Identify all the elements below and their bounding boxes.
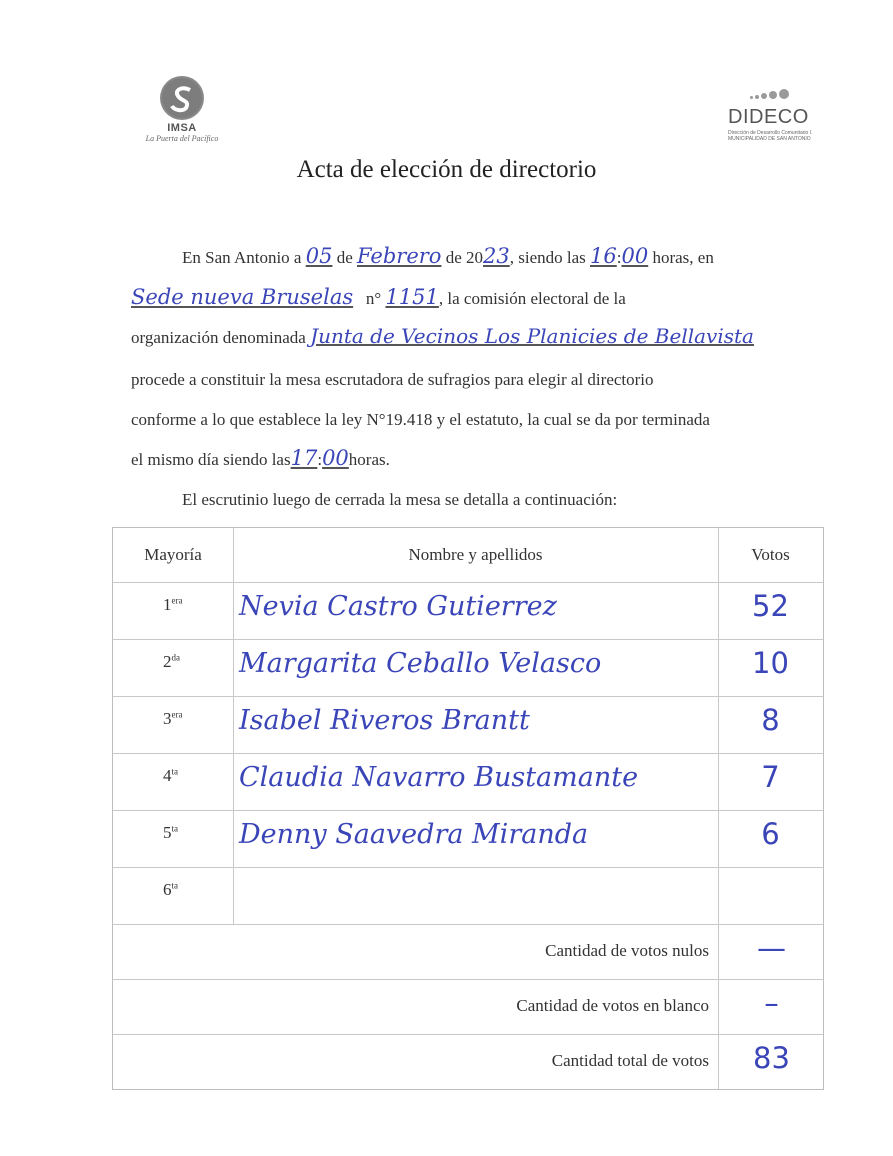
rank-label: [163, 709, 183, 729]
table-row: [113, 868, 823, 925]
candidate-name: Denny Saavedra Miranda: [239, 819, 589, 850]
imsa-tagline: La Puerta del Pacífico: [145, 134, 219, 143]
text: :: [317, 450, 323, 469]
table-row: [113, 811, 823, 868]
table-row: [113, 640, 823, 697]
text: horas.: [348, 450, 390, 469]
day-field: 05: [305, 244, 333, 268]
summary-value: —: [757, 931, 786, 965]
rank-suffix: ta: [171, 823, 178, 834]
organization-field: Junta de Vecinos Los Planicies de Bellavista: [310, 324, 754, 348]
text: n°: [365, 289, 382, 308]
body-line-2: [131, 285, 626, 309]
table-row: [113, 583, 823, 640]
body-line-4: procede a constituir la mesa escrutadora de sufragios para elegir al directorio: [131, 370, 654, 389]
body-line-1: [182, 244, 714, 268]
text: de: [336, 248, 353, 267]
summary-value: –: [764, 986, 779, 1020]
rank-suffix: era: [171, 709, 183, 720]
table-row: [113, 697, 823, 754]
rank-num: 5: [163, 823, 172, 842]
text: organización denominada: [131, 328, 306, 347]
summary-label: Cantidad de votos en blanco: [516, 996, 709, 1015]
results-table: [112, 527, 824, 1090]
candidate-votes: 6: [761, 817, 780, 851]
rank-label: [163, 766, 178, 786]
summary-label: Cantidad de votos nulos: [545, 941, 709, 960]
candidate-votes: 10: [752, 646, 789, 680]
summary-value: 83: [753, 1041, 790, 1075]
intro-line: El escrutinio luego de cerrada la mesa se detalla a continuación:: [182, 490, 618, 509]
candidate-name: Isabel Riveros Brantt: [239, 705, 530, 736]
header-votos: Votos: [751, 545, 790, 564]
text: , siendo las: [509, 248, 586, 267]
end-hour-field: 17: [290, 446, 318, 470]
rank-num: 4: [163, 766, 172, 785]
rank-label: [163, 652, 180, 672]
rank-suffix: da: [171, 652, 180, 663]
number-field: 1151: [385, 285, 439, 309]
body-line-6: [131, 446, 390, 470]
body-line-5: conforme a lo que establece la ley N°19.418 y el estatuto, la cual se da por terminada: [131, 410, 710, 429]
candidate-votes: 7: [761, 760, 780, 794]
page-title: Acta de elección de directorio: [296, 156, 597, 183]
imsa-emblem-icon: [160, 76, 204, 120]
start-minute-field: 00: [621, 244, 649, 268]
end-minute-field: 00: [322, 446, 349, 470]
rank-num: 6: [163, 880, 172, 899]
rank-label: [163, 595, 183, 615]
rank-num: 1: [163, 595, 172, 614]
candidate-votes: 52: [752, 589, 789, 623]
summary-row-total: [113, 1035, 823, 1089]
text: de 20: [445, 248, 483, 267]
summary-row-blank: [113, 980, 823, 1035]
summary-row-null: [113, 925, 823, 980]
text: el mismo día siendo las: [131, 450, 291, 469]
candidate-name: Claudia Navarro Bustamante: [239, 762, 639, 793]
location-field: Sede nueva Bruselas: [131, 285, 354, 309]
text: horas, en: [652, 248, 714, 267]
text: :: [616, 248, 622, 267]
month-field: Febrero: [357, 244, 442, 268]
text: , la comisión electoral de la: [438, 289, 626, 308]
candidate-name: Margarita Ceballo Velasco: [239, 648, 602, 679]
header-mayoria: Mayoría: [113, 528, 234, 582]
imsa-logo: [132, 72, 232, 152]
text: En San Antonio a: [182, 248, 302, 267]
body-line-3: [131, 324, 754, 348]
rank-num: 2: [163, 652, 172, 671]
summary-label: Cantidad total de votos: [551, 1051, 709, 1070]
rank-num: 3: [163, 709, 172, 728]
start-hour-field: 16: [590, 244, 617, 268]
rank-suffix: ta: [171, 880, 178, 891]
table-row: [113, 754, 823, 811]
rank-suffix: era: [171, 595, 183, 606]
dideco-logo: [720, 86, 820, 146]
rank-label: [163, 823, 178, 843]
candidate-name: Nevia Castro Gutierrez: [239, 591, 557, 622]
dideco-name: DIDECO: [728, 106, 809, 128]
dideco-dots-icon: [750, 86, 791, 104]
year-field: 23: [483, 244, 510, 268]
candidate-votes: 8: [761, 703, 780, 737]
rank-label: [163, 880, 178, 900]
imsa-name: IMSA: [167, 122, 197, 134]
rank-suffix: ta: [171, 766, 178, 777]
table-header: [113, 528, 823, 583]
header-nombre: Nombre y apellidos: [233, 528, 719, 582]
dideco-subtitle: Dirección de Desarrollo Comunitario I. MUNICIPALIDAD DE SAN ANTONIO: [728, 130, 813, 142]
